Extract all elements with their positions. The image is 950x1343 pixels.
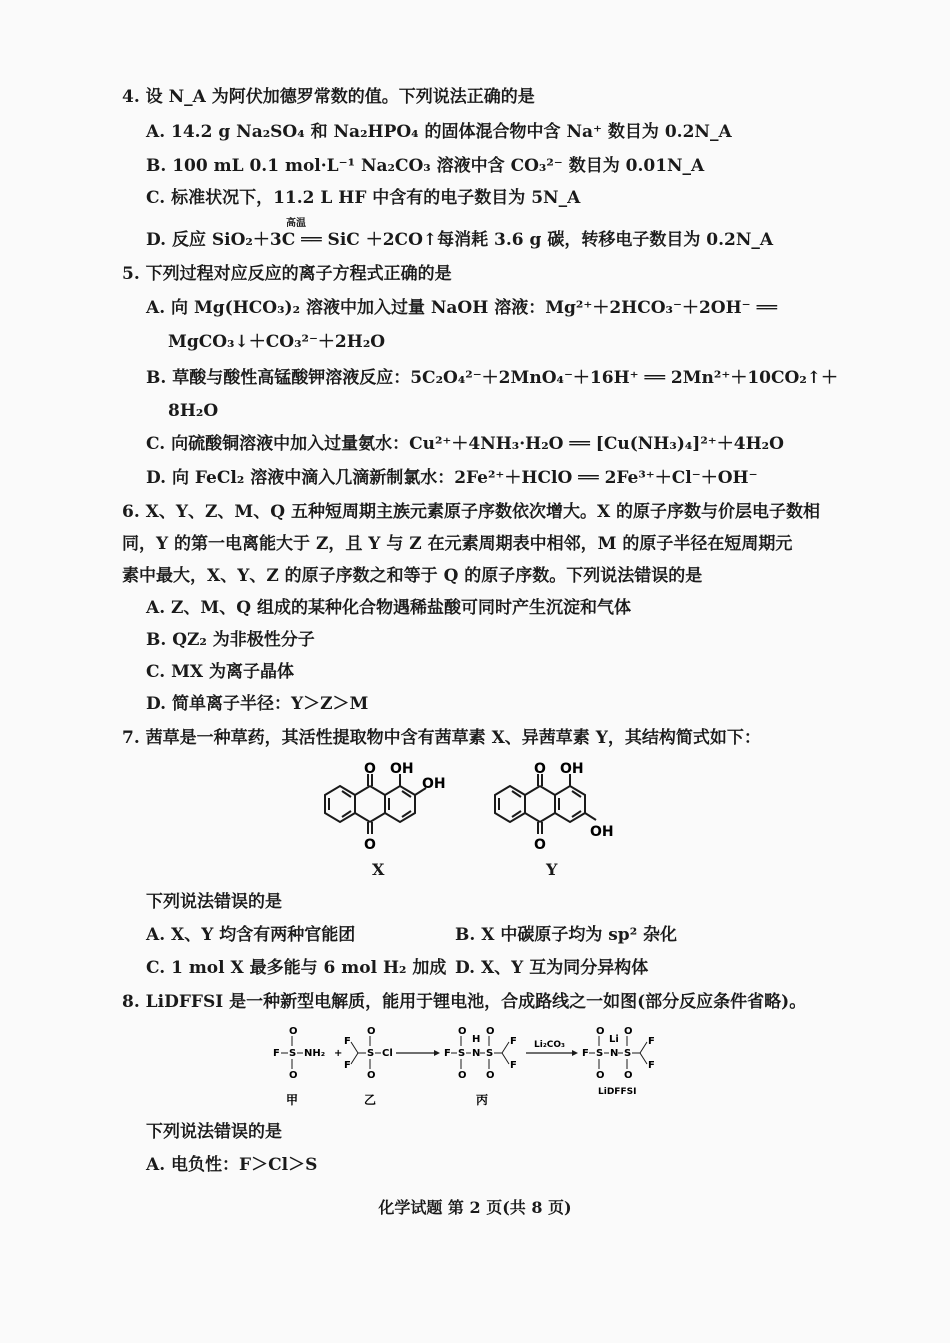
q8-stem: 8. LiDFFSI 是一种新型电解质，能用于锂电池，合成路线之一如图(部分反应条件省略)。: [122, 992, 807, 1012]
li-li: Li: [609, 1034, 619, 1045]
name-bing: 丙: [476, 1093, 489, 1107]
q5-option-d: D. 向 FeCl₂ 溶液中滴入几滴新制氯水：2Fe²⁺＋HClO ══ 2Fe³⁺＋Cl⁻＋OH⁻: [146, 468, 758, 488]
name-jia: 甲: [286, 1093, 299, 1107]
yi-f1: F: [344, 1036, 351, 1047]
x-carbonyl-o-bottom: O: [364, 837, 376, 853]
q4-stem: 4. 设 N_A 为阿伏加德罗常数的值。下列说法正确的是: [122, 87, 535, 107]
q7-prompt: 下列说法错误的是: [146, 892, 282, 912]
q5-stem: 5. 下列过程对应反应的离子方程式正确的是: [122, 264, 452, 284]
li-s2: S: [624, 1048, 632, 1059]
yi-o-top: O: [367, 1026, 376, 1037]
li-o3: O: [624, 1026, 633, 1037]
y-oh-1: OH: [560, 761, 584, 777]
label-x: X: [372, 860, 385, 879]
bing-f: F: [444, 1048, 451, 1059]
q4-option-a: A. 14.2 g Na₂SO₄ 和 Na₂HPO₄ 的固体混合物中含 Na⁺ 数目为 0.2N_A: [146, 122, 732, 142]
bing-f2: F: [510, 1036, 517, 1047]
yi-cl: Cl: [382, 1048, 393, 1059]
x-oh-1: OH: [390, 761, 414, 777]
q7-option-b: B. X 中碳原子均为 sp² 杂化: [455, 925, 678, 945]
li-o2: O: [596, 1070, 605, 1081]
q8-reaction-scheme: [260, 1020, 680, 1112]
jia-f: F: [273, 1048, 280, 1059]
li-o4: O: [624, 1070, 633, 1081]
q7-option-d: D. X、Y 互为同分异构体: [455, 958, 649, 978]
bing-s2: S: [486, 1048, 494, 1059]
reagent-li2co3: Li₂CO₃: [534, 1040, 565, 1050]
plus-sign: +: [334, 1048, 343, 1059]
bing-o1: O: [458, 1026, 467, 1037]
q6-option-c: C. MX 为离子晶体: [146, 662, 294, 682]
bing-f3: F: [510, 1060, 517, 1071]
q5-option-a-line2: MgCO₃↓＋CO₃²⁻＋2H₂O: [168, 332, 386, 352]
y-carbonyl-o-top: O: [534, 761, 546, 777]
q4-option-d: D. 反应 SiO₂＋3C ══ SiC ＋2CO↑每消耗 3.6 g 碳，转移电子数目为 0.2N_A: [146, 230, 774, 250]
q7-stem: 7. 茜草是一种草药，其活性提取物中含有茜草素 X、异茜草素 Y，其结构简式如下：: [122, 728, 761, 748]
li-f2: F: [648, 1036, 655, 1047]
q5-option-a-line1: A. 向 Mg(HCO₃)₂ 溶液中加入过量 NaOH 溶液：Mg²⁺＋2HCO₃⁻＋2OH⁻ ══: [146, 298, 778, 318]
q6-option-b: B. QZ₂ 为非极性分子: [146, 630, 315, 650]
jia-o-bottom: O: [289, 1070, 298, 1081]
li-o1: O: [596, 1026, 605, 1037]
li-n: N: [610, 1048, 619, 1059]
q6-stem-line1: 6. X、Y、Z、M、Q 五种短周期主族元素原子序数依次增大。X 的原子序数与价层电子数相: [122, 502, 821, 522]
label-y: Y: [546, 860, 558, 879]
q4-reaction-condition: 高温: [286, 218, 306, 229]
jia-nh2: NH₂: [304, 1048, 326, 1059]
bing-s1: S: [458, 1048, 466, 1059]
q5-option-c: C. 向硫酸铜溶液中加入过量氨水：Cu²⁺＋4NH₃·H₂O ══ [Cu(NH₃)₄]²⁺＋4H₂O: [146, 434, 784, 454]
y-carbonyl-o-bottom: O: [534, 837, 546, 853]
li-s1: S: [596, 1048, 604, 1059]
bing-h: H: [472, 1034, 481, 1045]
x-carbonyl-o-top: O: [364, 761, 376, 777]
page-footer: 化学试题 第 2 页(共 8 页): [378, 1198, 572, 1217]
q6-option-d: D. 简单离子半径：Y＞Z＞M: [146, 694, 369, 714]
yi-f2: F: [344, 1060, 351, 1071]
jia-o-top: O: [289, 1026, 298, 1037]
yi-s: S: [367, 1048, 375, 1059]
bing-n: N: [472, 1048, 481, 1059]
y-oh-2: OH: [590, 824, 614, 840]
q8-prompt: 下列说法错误的是: [146, 1122, 282, 1142]
q6-stem-line2: 同，Y 的第一电离能大于 Z，且 Y 与 Z 在元素周期表中相邻，M 的原子半径在短周期元: [122, 534, 793, 554]
bing-o4: O: [486, 1070, 495, 1081]
bing-o2: O: [458, 1070, 467, 1081]
q4-option-c: C. 标准状况下，11.2 L HF 中含有的电子数目为 5N_A: [146, 188, 581, 208]
q7-option-a: A. X、Y 均含有两种官能团: [146, 925, 356, 945]
li-f: F: [582, 1048, 589, 1059]
q7-option-c: C. 1 mol X 最多能与 6 mol H₂ 加成: [146, 958, 447, 978]
x-oh-2: OH: [422, 776, 446, 792]
li-f3: F: [648, 1060, 655, 1071]
bing-o3: O: [486, 1026, 495, 1037]
q4-option-b: B. 100 mL 0.1 mol·L⁻¹ Na₂CO₃ 溶液中含 CO₃²⁻ 数目为 0.01N_A: [146, 156, 705, 176]
q5-option-b-line2: 8H₂O: [168, 401, 219, 421]
q5-option-b-line1: B. 草酸与酸性高锰酸钾溶液反应：5C₂O₄²⁻＋2MnO₄⁻＋16H⁺ ══ 2Mn²⁺＋10CO₂↑＋: [146, 368, 839, 388]
q6-stem-line3: 素中最大，X、Y、Z 的原子序数之和等于 Q 的原子序数。下列说法错误的是: [122, 566, 703, 586]
yi-o-bottom: O: [367, 1070, 376, 1081]
structure-x: [310, 756, 450, 860]
jia-s: S: [289, 1048, 297, 1059]
q8-option-a: A. 电负性：F＞Cl＞S: [146, 1155, 318, 1175]
name-yi: 乙: [364, 1093, 377, 1107]
name-lidffsi: LiDFFSI: [598, 1087, 637, 1097]
structure-y: [480, 756, 620, 860]
q6-option-a: A. Z、M、Q 组成的某种化合物遇稀盐酸可同时产生沉淀和气体: [146, 598, 631, 618]
